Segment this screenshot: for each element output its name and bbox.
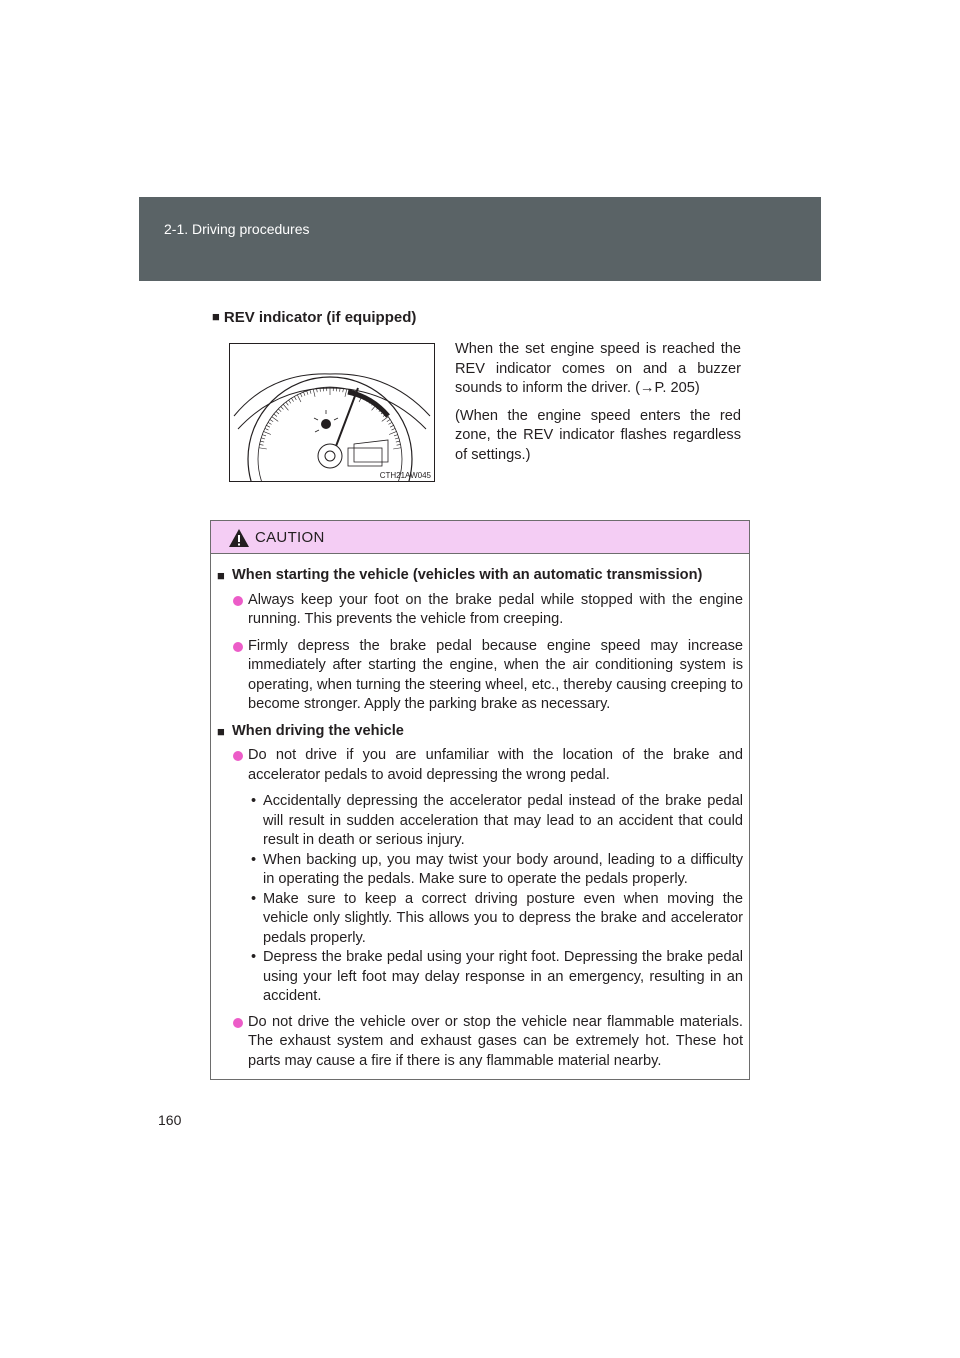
tachometer-tick bbox=[313, 389, 315, 397]
tachometer-tick bbox=[270, 419, 273, 421]
subheading-text: When starting the vehicle (vehicles with an automatic transmission) bbox=[232, 567, 703, 583]
rev-indicator-heading bbox=[212, 309, 416, 326]
tachometer-tick bbox=[392, 428, 396, 430]
bullet-dot-icon bbox=[233, 751, 243, 761]
tachometer-gauge-drawing bbox=[230, 344, 434, 481]
tachometer-tick bbox=[283, 404, 288, 410]
tachometer-tick bbox=[274, 414, 277, 417]
tachometer-tick bbox=[395, 438, 399, 439]
sublist-item bbox=[217, 792, 743, 851]
tachometer-tick bbox=[268, 422, 271, 424]
tachometer-tick bbox=[281, 407, 284, 410]
tachometer-tick bbox=[291, 398, 293, 401]
caution-bullet bbox=[217, 746, 743, 785]
tachometer-tick bbox=[266, 425, 270, 427]
sublist-bullet-icon: • bbox=[251, 949, 257, 965]
sublist-text: Depress the brake pedal using your right foot. Depressing the brake pedal using your left foot may delay response in an emergency, resulting in an accident. bbox=[263, 949, 743, 1004]
caution-header bbox=[211, 521, 749, 554]
tachometer-tick bbox=[310, 390, 311, 394]
bullet-text: Do not drive the vehicle over or stop the vehicle near flammable materials. The exhaust system and exhaust gases can be extremely hot. These hot parts may cause a fire if there is any flammable material nearby. bbox=[248, 1013, 743, 1069]
section-header-text: 2-1. Driving procedures bbox=[164, 221, 310, 237]
figure-code: CTH21AW045 bbox=[379, 471, 431, 480]
tachometer-tick bbox=[397, 444, 401, 445]
page-number: 160 bbox=[158, 1112, 182, 1128]
sublist-item bbox=[217, 948, 743, 1007]
sublist-bullet-icon: • bbox=[251, 890, 257, 907]
sublist-text: Accidentally depressing the accelerator pedal instead of the brake pedal will result in sudden acceleration that may lead to an accident that could result in death or serious injury. bbox=[263, 793, 743, 848]
tachometer-tick bbox=[303, 392, 304, 396]
tachometer-tick bbox=[297, 395, 301, 402]
tachometer-tick bbox=[389, 431, 396, 434]
bullet-dot-icon bbox=[233, 1018, 243, 1028]
rev-description-p2: (When the engine speed enters the red zone, the REV indicator flashes regardless of settings.) bbox=[455, 407, 741, 463]
caution-bullet bbox=[217, 1013, 743, 1072]
tachometer-tick bbox=[393, 448, 401, 449]
subheading-text: When driving the vehicle bbox=[232, 722, 404, 739]
bullet-dot-icon bbox=[233, 642, 243, 652]
tachometer-tick bbox=[259, 448, 267, 449]
tachometer-tick bbox=[387, 419, 390, 421]
caution-body bbox=[211, 554, 749, 1071]
sublist-bullet-icon: • bbox=[251, 793, 257, 809]
tachometer-tick bbox=[276, 411, 279, 414]
tachometer-tick bbox=[382, 417, 388, 422]
tachometer-tick bbox=[286, 402, 288, 405]
warning-triangle-icon bbox=[228, 528, 250, 548]
tachometer-tick bbox=[394, 435, 398, 436]
tachometer-tick bbox=[278, 409, 281, 412]
sublist-bullet-icon: • bbox=[251, 851, 257, 868]
tachometer-tick bbox=[265, 428, 269, 430]
tachometer-tick bbox=[262, 435, 266, 436]
bullet-text: Firmly depress the brake pedal because engine speed may increase immediately after starting the engine, when the air conditioning system is operating, when turning the steering wheel, etc., thereby causing creeping to become stronger. Apply the parking brake as necessary. bbox=[248, 637, 743, 712]
bullet-dot-icon bbox=[233, 596, 243, 606]
caution-bullet bbox=[217, 637, 743, 715]
rev-indicator-description bbox=[455, 340, 741, 473]
tachometer-tick bbox=[294, 396, 296, 399]
caution-label: CAUTION bbox=[255, 529, 325, 546]
bullet-text: Always keep your foot on the brake pedal while stopped with the engine running. This prevents the vehicle from creeping. bbox=[248, 591, 743, 627]
caution-subheading-driving bbox=[217, 722, 743, 742]
tachometer-tick bbox=[263, 431, 270, 434]
caution-subheading-starting bbox=[217, 566, 743, 586]
tachometer-tick bbox=[345, 389, 347, 397]
caution-box bbox=[210, 520, 750, 1080]
tachometer-tick bbox=[307, 391, 308, 395]
section-header-bar bbox=[139, 197, 821, 281]
rev-description-p1: When the set engine speed is reached the REV indicator comes on and a buzzer sounds to inform the driver. (→P. 205) bbox=[455, 341, 741, 396]
caution-sublist bbox=[217, 792, 743, 1007]
sublist-item bbox=[217, 890, 743, 949]
sublist-text: Make sure to keep a correct driving posture even when moving the vehicle only slightly. This allows you to depress the brake and accelerator pedals properly. bbox=[263, 890, 743, 946]
tachometer-tick bbox=[272, 417, 278, 422]
tachometer-tick bbox=[389, 422, 392, 424]
tachometer-tick bbox=[390, 425, 394, 427]
tachometer-tick bbox=[300, 393, 302, 397]
tachometer-tick bbox=[261, 438, 265, 439]
tachometer-tick bbox=[396, 441, 400, 442]
section-marker: ■ bbox=[212, 309, 220, 324]
caution-bullet bbox=[217, 591, 743, 630]
subheading-marker: ■ bbox=[217, 723, 225, 739]
rev-indicator-title: REV indicator (if equipped) bbox=[223, 309, 417, 326]
sublist-text: When backing up, you may twist your body around, leading to a difficulty in operating the pedals. Make sure to operate the pedals properly. bbox=[263, 851, 743, 887]
tachometer-tick bbox=[289, 400, 291, 403]
tachometer-tick bbox=[260, 441, 264, 442]
subheading-marker: ■ bbox=[217, 568, 225, 583]
bullet-text: Do not drive if you are unfamiliar with the location of the brake and accelerator pedals to avoid depressing the wrong pedal. bbox=[248, 747, 743, 783]
tachometer-illustration bbox=[229, 343, 435, 482]
tachometer-tick bbox=[259, 444, 263, 445]
sublist-item bbox=[217, 851, 743, 890]
